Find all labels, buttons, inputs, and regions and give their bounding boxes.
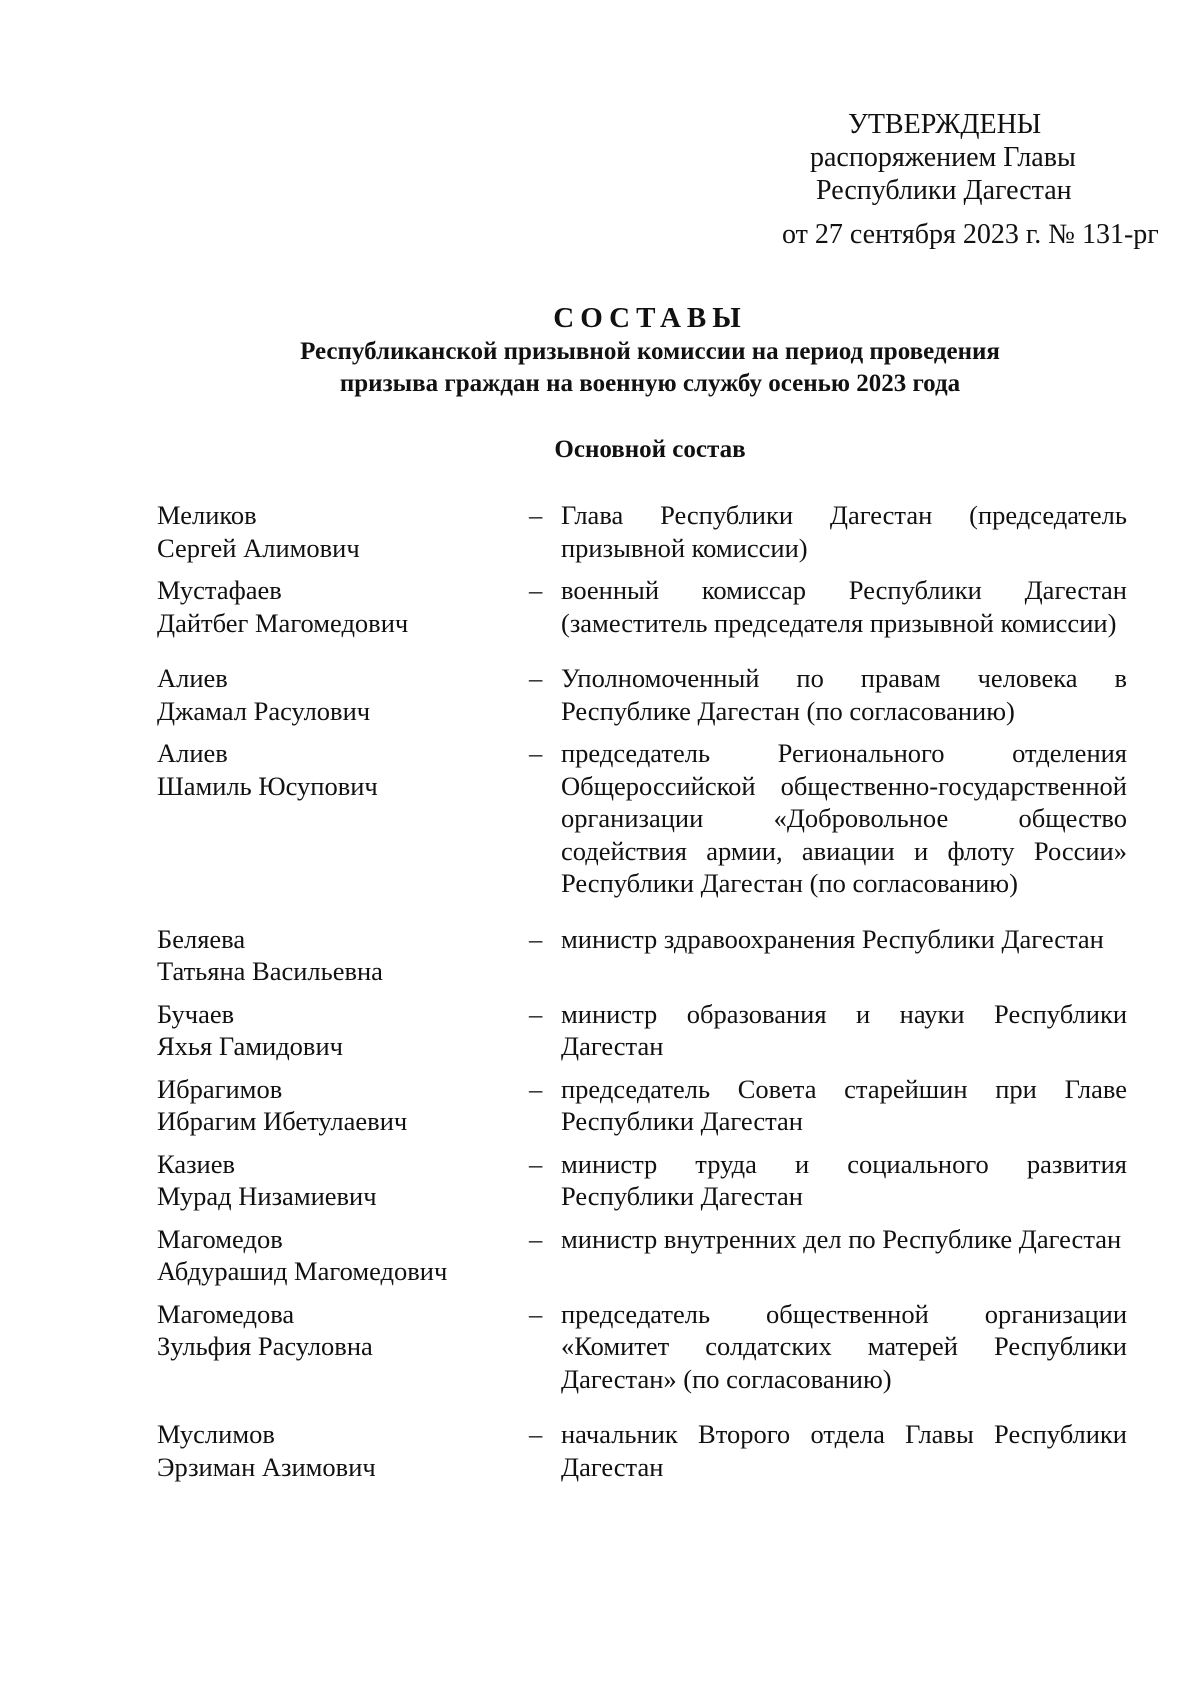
member-role: председатель Регионального отделения Общероссийской общественно-государственной организации «Добровольное общество содействия армии, авиации и флоту России» Республики Дагестан (по согласованию)	[561, 738, 1127, 898]
member-name	[157, 1073, 527, 1138]
document-subtitle-line1: Республиканской призывной комиссии на период проведения	[300, 338, 1000, 365]
member-row	[157, 998, 1127, 1063]
dash-separator: –	[529, 500, 543, 530]
dash-separator: –	[529, 575, 543, 605]
dash-separator: –	[529, 1298, 543, 1329]
member-role: председатель Совета старейшин при Главе Республики Дагестан	[561, 1073, 1127, 1136]
member-role: министр здравоохранения Республики Дагестан	[561, 923, 1104, 954]
member-name	[157, 1298, 527, 1396]
member-row	[157, 574, 1127, 639]
member-given-names: Эрзиман Азимович	[157, 1451, 376, 1482]
member-role: Уполномоченный по правам человека в Республике Дагестан (по согласованию)	[561, 663, 1127, 726]
approval-title: УТВЕРЖДЕНЫ	[848, 109, 1042, 140]
member-surname: Магомедов	[157, 1223, 283, 1254]
document-heading	[150, 300, 1150, 400]
member-row	[157, 1298, 1127, 1396]
member-given-names: Мурад Низамиевич	[157, 1181, 377, 1211]
member-role: Глава Республики Дагестан (председатель призывной комиссии)	[561, 500, 1127, 563]
member-name	[157, 923, 527, 988]
member-row	[157, 1073, 1127, 1138]
member-name	[157, 1418, 527, 1483]
dash-separator: –	[529, 1223, 543, 1254]
document-title: СОСТАВЫ	[553, 302, 747, 334]
member-role: начальник Второго отдела Главы Республики Дагестан	[561, 1419, 1127, 1482]
member-surname: Меликов	[157, 500, 257, 530]
member-given-names: Зульфия Расуловна	[157, 1331, 373, 1361]
dash-separator: –	[529, 663, 543, 693]
dash-separator: –	[529, 923, 543, 954]
dash-separator: –	[529, 998, 543, 1029]
member-surname: Магомедова	[157, 1298, 295, 1329]
member-surname: Беляева	[157, 923, 246, 954]
member-surname: Мустафаев	[157, 575, 282, 605]
member-role: председатель общественной организации «Комитет солдатских матерей Республики Дагестан» (по согласованию)	[561, 1298, 1127, 1394]
member-surname: Казиев	[157, 1148, 236, 1179]
dash-separator: –	[529, 1148, 543, 1179]
member-given-names: Сергей Алимович	[157, 532, 360, 563]
approval-issuer-line2: Республики Дагестан	[816, 175, 1072, 206]
member-surname: Алиев	[157, 663, 228, 693]
approval-issuer-line1: распоряжением Главы	[810, 142, 1076, 173]
member-name	[157, 1223, 527, 1288]
member-row	[157, 1148, 1127, 1213]
section-title: Основной состав	[554, 436, 746, 463]
member-role: военный комиссар Республики Дагестан (заместитель председателя призывной комиссии)	[561, 575, 1127, 638]
approval-date-number: от 27 сентября 2023 г. № 131-рг	[782, 219, 1159, 250]
member-given-names: Шамиль Юсупович	[157, 770, 378, 801]
member-name	[157, 499, 527, 564]
dash-separator: –	[529, 1073, 543, 1104]
member-surname: Бучаев	[157, 998, 235, 1029]
member-row	[157, 1418, 1127, 1483]
member-row	[157, 499, 1127, 564]
member-row	[157, 662, 1127, 727]
member-name	[157, 1148, 527, 1213]
member-role: министр труда и социального развития Республики Дагестан	[561, 1148, 1127, 1211]
document-subtitle-line2: призыва граждан на военную службу осенью 2023 года	[339, 370, 961, 397]
member-given-names: Джамал Расулович	[157, 695, 371, 726]
member-role: министр внутренних дел по Республике Дагестан	[561, 1223, 1122, 1254]
member-given-names: Яхья Гамидович	[157, 1031, 343, 1061]
member-surname: Муслимов	[157, 1419, 275, 1449]
member-given-names: Абдурашид Магомедович	[157, 1256, 448, 1286]
member-name	[157, 662, 527, 727]
member-given-names: Татьяна Васильевна	[157, 956, 383, 986]
member-given-names: Дайтбег Магомедович	[157, 607, 409, 638]
member-row	[157, 1223, 1127, 1288]
member-name	[157, 737, 527, 900]
member-role: министр образования и науки Республики Дагестан	[561, 998, 1127, 1061]
member-name	[157, 998, 527, 1063]
member-name	[157, 574, 527, 639]
member-row	[157, 737, 1127, 900]
member-given-names: Ибрагим Ибетулаевич	[157, 1106, 408, 1136]
member-surname: Ибрагимов	[157, 1073, 283, 1104]
dash-separator: –	[529, 738, 543, 768]
approval-stamp	[760, 108, 1180, 251]
dash-separator: –	[529, 1419, 543, 1449]
member-list	[157, 499, 1127, 1493]
member-surname: Алиев	[157, 738, 228, 768]
member-row	[157, 923, 1127, 988]
